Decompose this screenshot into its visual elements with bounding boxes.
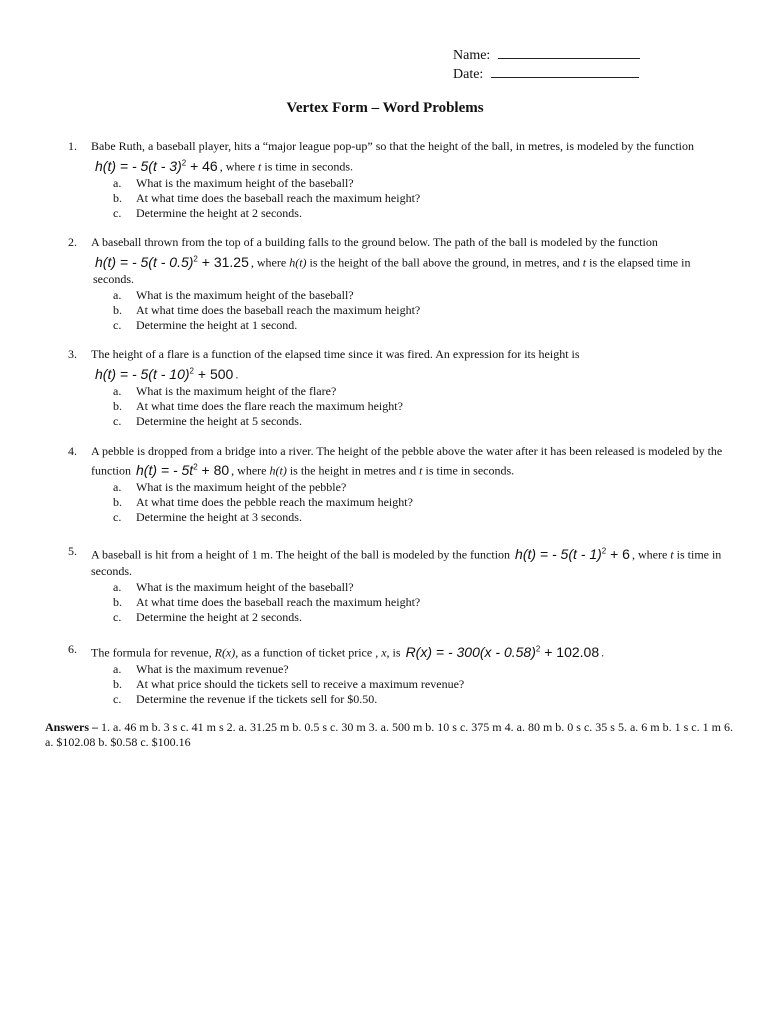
problem-statement: Babe Ruth, a baseball player, hits a “major league pop-up” so that the height of the ball, in metres, is modeled by the function [91, 139, 695, 153]
problem-formula-line: h(t) = - 5(t - 3)$^2$ + 46 , where t is time in seconds. [95, 157, 354, 174]
problem-number: 6. [68, 642, 77, 656]
sub-question: c. Determine the height at 3 seconds. [113, 509, 302, 524]
sub-questions [113, 288, 728, 333]
problem-statement: A pebble is dropped from a bridge into a river. The height of the pebble above the water after it has been released is modeled by the function h(t) = - $5t^2 + 80$ , where h(t) is the height in metres and t is time in seconds. [91, 444, 723, 478]
answer-key [45, 720, 735, 750]
problem-text [91, 443, 728, 525]
problem-number: 2. [68, 235, 77, 249]
sub-question: b. At what time does the baseball reach the maximum height? [113, 190, 421, 205]
sub-question: a. What is the maximum height of the baseball? [113, 287, 354, 302]
page-title: Vertex Form – Word Problems [286, 100, 484, 116]
problem-3 [68, 346, 728, 429]
formula: h(t) = - 5(t - 10)$^2$ + 500 [95, 365, 234, 382]
sub-questions [113, 580, 728, 625]
name-blank [498, 46, 640, 59]
sub-question: a. What is the maximum height of the flare? [113, 383, 337, 398]
problem-statement: A baseball is hit from a height of 1 m. The height of the ball is modeled by the function h(t) = - 5(t - 1)$^2$ + 6 , where t is time in seconds. [91, 545, 722, 578]
sub-question: a. What is the maximum height of the baseball? [113, 579, 354, 594]
sub-questions [113, 176, 728, 221]
sub-question: a. What is the maximum height of the baseball? [113, 175, 354, 190]
problem-1 [68, 138, 728, 221]
problem-2 [68, 234, 728, 333]
problem-4 [68, 443, 728, 525]
problem-number: 5. [68, 544, 77, 558]
name-label: Name: [453, 48, 491, 63]
sub-question: b. At what time does the baseball reach the maximum height? [113, 594, 421, 609]
sub-question: c. Determine the height at 5 seconds. [113, 413, 302, 428]
problem-text [91, 234, 728, 333]
sub-question: a. What is the maximum revenue? [113, 661, 289, 676]
problem-number: 4. [68, 444, 77, 458]
sub-question: a. What is the maximum height of the pebble? [113, 479, 347, 494]
sub-question: b. At what time does the flare reach the maximum height? [113, 398, 403, 413]
sub-questions [113, 480, 728, 525]
answers-label: Answers – [45, 720, 101, 734]
date-label: Date: [453, 67, 484, 82]
problem-formula-line: h(t) = - 5(t - 0.5)$^2$ + 31.25 , where h(t) is the height of the ball above the ground, in metres, and t is the elapsed time in seconds. [93, 253, 691, 286]
formula: h(t) = - 5(t - 1)$^2$ + 6 [515, 545, 630, 562]
problem-text [91, 138, 728, 221]
name-row [453, 46, 640, 65]
problem-statement: The height of a flare is a function of the elapsed time since it was fired. An expression for its height is [91, 347, 580, 361]
sub-question: c. Determine the height at 2 seconds. [113, 609, 302, 624]
problem-statement: A baseball thrown from the top of a building falls to the ground below. The path of the ball is modeled by the function [91, 235, 658, 249]
sub-questions [113, 384, 728, 429]
sub-question: b. At what price should the tickets sell to receive a maximum revenue? [113, 676, 465, 691]
problem-statement: The formula for revenue, R(x), as a function of ticket price , x, is R(x) = - 300(x - 0.58)$^2$ + 102.08 . [91, 643, 605, 660]
problem-text [91, 346, 728, 429]
problem-6 [68, 641, 728, 707]
formula: h(t) = - $5t^2 + 80$ [136, 461, 230, 478]
sub-question: c. Determine the height at 2 seconds. [113, 205, 302, 220]
problem-text [91, 543, 728, 625]
sub-question: b. At what time does the pebble reach the maximum height? [113, 494, 413, 509]
student-info [453, 46, 640, 84]
problem-formula-line: h(t) = - 5(t - 10)$^2$ + 500 . [95, 365, 239, 382]
formula: R(x) = - 300(x - 0.58)$^2$ + 102.08 [405, 643, 600, 660]
formula: h(t) = - 5(t - 0.5)$^2$ + 31.25 [95, 253, 249, 270]
date-blank [491, 65, 639, 78]
problem-number: 3. [68, 347, 77, 361]
sub-question: c. Determine the revenue if the tickets sell for $0.50. [113, 691, 378, 706]
date-row [453, 65, 640, 84]
answers-text: 1. a. 46 m b. 3 s c. 41 m s 2. a. 31.25 m b. 0.5 s c. 30 m 3. a. 500 m b. 10 s c. 375 m 4. a. 80 m b. 0 s c. 35 s 5. a. 6 m b. 1 s c. 1 m 6. a. $102.08 b. $0.58 c. $100.16 [45, 720, 733, 749]
sub-question: b. At what time does the baseball reach the maximum height? [113, 302, 421, 317]
problem-text [91, 641, 728, 707]
sub-question: c. Determine the height at 1 second. [113, 317, 298, 332]
sub-questions [113, 662, 728, 707]
problem-5 [68, 543, 728, 625]
formula: h(t) = - 5(t - 3)$^2$ + 46 [95, 157, 218, 174]
problem-number: 1. [68, 139, 77, 153]
